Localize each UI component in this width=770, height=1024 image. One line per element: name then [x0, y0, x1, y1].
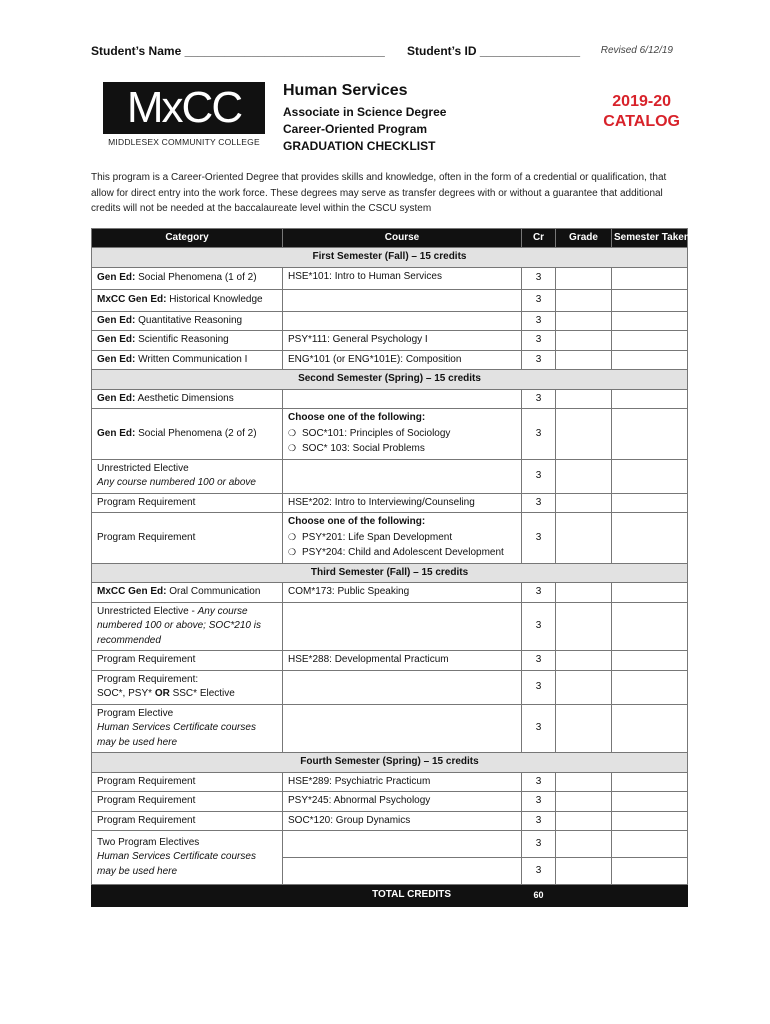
category-text: Program Requirement	[92, 651, 283, 671]
program-title: Human Services	[283, 82, 408, 99]
total-row	[92, 885, 688, 907]
header-course: Course	[283, 229, 522, 248]
choose-label: Choose one of the following:	[288, 412, 426, 423]
semester-taken-cell[interactable]	[612, 670, 688, 704]
college-logo	[103, 82, 265, 152]
semester-taken-cell[interactable]	[612, 513, 688, 564]
checkbox-icon[interactable]: ❍	[288, 427, 297, 438]
grade-cell[interactable]	[556, 311, 612, 331]
category-note: Any course numbered 100 or above	[97, 477, 256, 488]
table-row: Gen Ed: Quantitative Reasoning 3	[92, 311, 688, 331]
category-text: Oral Communication	[169, 586, 261, 597]
catalog-label: CATALOG	[603, 113, 680, 130]
course-text	[283, 289, 522, 311]
table-row	[92, 602, 688, 651]
course-text: HSE*289: Psychiatric Practicum	[283, 772, 522, 792]
option-text: PSY*204: Child and Adolescent Development	[302, 547, 504, 558]
table-row	[92, 704, 688, 753]
program-type: Career-Oriented Program	[283, 122, 428, 136]
grade-cell[interactable]	[556, 651, 612, 671]
grade-cell[interactable]	[556, 459, 612, 493]
semester-taken-cell[interactable]	[612, 792, 688, 812]
category-text: Quantitative Reasoning	[138, 314, 243, 326]
table-row: MxCC Gen Ed: Historical Knowledge 3	[92, 289, 688, 311]
credits: 3	[522, 704, 556, 753]
grade-cell[interactable]	[556, 331, 612, 351]
header-cr: Cr	[522, 229, 556, 248]
category-note: Any course numbered 100 or above; SOC*210 is recommended	[97, 605, 261, 646]
student-name-field[interactable]: Student’s Name ______________________________	[91, 44, 385, 58]
semester-taken-cell[interactable]	[612, 704, 688, 753]
grade-cell[interactable]	[556, 583, 612, 603]
revised-date: Revised 6/12/19	[600, 45, 673, 56]
grade-cell[interactable]	[556, 493, 612, 513]
grade-cell[interactable]	[556, 811, 612, 831]
credits: 3	[522, 311, 556, 331]
header-semester-taken: Semester Taken	[612, 229, 688, 248]
grade-cell[interactable]	[556, 267, 612, 289]
course-text: SOC*120: Group Dynamics	[283, 811, 522, 831]
category-text: Social Phenomena (1 of 2)	[138, 271, 257, 283]
course-text	[283, 459, 522, 493]
category-text: Written Communication I	[138, 353, 248, 365]
course-text	[283, 670, 522, 704]
table-row: Gen Ed: Social Phenomena (2 of 2) Choose one of the following: ❍ SOC*101: Principles of Sociology ❍ SOC* 103: Social Problems 3	[92, 409, 688, 460]
course-text: ENG*101 (or ENG*101E): Composition	[283, 350, 522, 370]
logo-college-name: MIDDLESEX COMMUNITY COLLEGE	[108, 137, 260, 147]
semester-taken-cell[interactable]	[612, 602, 688, 651]
semester-taken-cell[interactable]	[612, 459, 688, 493]
checklist-title: GRADUATION CHECKLIST	[283, 139, 436, 153]
semester-taken-cell[interactable]	[612, 858, 688, 885]
grade-cell[interactable]	[556, 858, 612, 885]
credits: 3	[522, 331, 556, 351]
total-credits-label: TOTAL CREDITS	[283, 885, 522, 907]
course-text: PSY*111: General Psychology I	[283, 331, 522, 351]
grade-cell[interactable]	[556, 670, 612, 704]
credits: 3	[522, 350, 556, 370]
course-cell	[283, 831, 522, 858]
table-row: Gen Ed: Social Phenomena (1 of 2) HSE*101: Intro to Human Services 3	[92, 267, 688, 289]
category-text: Historical Knowledge	[169, 293, 263, 305]
credits: 3	[522, 792, 556, 812]
semester-heading: Second Semester (Spring) – 15 credits	[92, 370, 688, 390]
grade-cell[interactable]	[556, 772, 612, 792]
semester-taken-cell[interactable]	[612, 772, 688, 792]
category-text: Unrestricted Elective	[97, 462, 189, 474]
category-text: Program Requirement	[92, 493, 283, 513]
semester-taken-cell[interactable]	[612, 389, 688, 409]
table-row	[92, 513, 688, 564]
course-text	[283, 389, 522, 409]
grade-cell[interactable]	[556, 704, 612, 753]
table-row: MxCC Gen Ed: Oral Communication COM*173: Public Speaking 3	[92, 583, 688, 603]
grade-cell[interactable]	[556, 513, 612, 564]
category-text: Program Elective	[97, 707, 174, 719]
catalog-year	[603, 92, 680, 132]
category-text: Two Program Electives	[97, 836, 200, 848]
semester-taken-cell[interactable]	[612, 409, 688, 460]
category-text: Scientific Reasoning	[138, 334, 229, 345]
grade-cell[interactable]	[556, 792, 612, 812]
credits: 3	[522, 267, 556, 289]
header-category: Category	[92, 229, 283, 248]
category-text: Social Phenomena (2 of 2)	[138, 427, 257, 439]
semester-taken-cell[interactable]	[612, 493, 688, 513]
semester-taken-cell[interactable]	[612, 289, 688, 311]
table-row: Gen Ed: Written Communication I ENG*101 (or ENG*101E): Composition 3	[92, 350, 688, 370]
course-text: HSE*202: Intro to Interviewing/Counseling	[283, 493, 522, 513]
credits: 3	[522, 670, 556, 704]
choose-label: Choose one of the following:	[288, 516, 426, 527]
semester-taken-cell[interactable]	[612, 267, 688, 289]
category-note: Human Services Certificate courses may be used here	[97, 851, 256, 877]
table-row	[92, 493, 688, 513]
course-text: COM*173: Public Speaking	[283, 583, 522, 603]
table-row: Gen Ed: Scientific Reasoning PSY*111: General Psychology I 3	[92, 331, 688, 351]
credits: 3	[522, 493, 556, 513]
table-row	[92, 792, 688, 812]
semester-taken-cell[interactable]	[612, 350, 688, 370]
table-row: Program Requirement: SOC*, PSY* OR SSC* Elective 3	[92, 670, 688, 704]
credits: 3	[522, 409, 556, 460]
course-cell	[283, 858, 522, 885]
semester-taken-cell[interactable]	[612, 331, 688, 351]
credits: 3	[522, 811, 556, 831]
category-text: Program Requirement:	[97, 673, 199, 685]
credits: 3	[522, 513, 556, 564]
semester-heading: First Semester (Fall) – 15 credits	[92, 248, 688, 268]
grade-cell[interactable]	[556, 602, 612, 651]
header-grade: Grade	[556, 229, 612, 248]
category-note: Human Services Certificate courses may be used here	[97, 722, 256, 748]
credits: 3	[522, 289, 556, 311]
option-text: PSY*201: Life Span Development	[302, 531, 453, 543]
grade-cell[interactable]	[556, 831, 612, 858]
semester-heading: Third Semester (Fall) – 15 credits	[92, 563, 688, 583]
checkbox-icon[interactable]: ❍	[288, 531, 297, 542]
course-text: PSY*245: Abnormal Psychology	[283, 792, 522, 812]
credits: 3	[522, 583, 556, 603]
semester-heading: Fourth Semester (Spring) – 15 credits	[92, 753, 688, 773]
header-line	[91, 44, 687, 58]
category-text: Program Requirement	[92, 772, 283, 792]
grade-cell[interactable]	[556, 389, 612, 409]
grade-cell[interactable]	[556, 350, 612, 370]
grade-cell[interactable]	[556, 409, 612, 460]
category-text: Unrestricted Elective -	[97, 605, 198, 617]
category-text: Program Requirement	[92, 811, 283, 831]
category-text: Program Requirement	[92, 792, 283, 812]
category-text: Aesthetic Dimensions	[137, 392, 234, 404]
table-row	[92, 651, 688, 671]
graduation-checklist-table	[91, 228, 688, 907]
credits: 3	[522, 389, 556, 409]
logo-wordmark: MxCC	[103, 82, 265, 134]
grade-cell[interactable]	[556, 289, 612, 311]
credits: 3	[522, 651, 556, 671]
checkbox-icon[interactable]: ❍	[288, 443, 297, 453]
degree-type: Associate in Science Degree	[283, 105, 447, 119]
checkbox-icon[interactable]: ❍	[288, 547, 297, 557]
semester-taken-cell[interactable]	[612, 811, 688, 831]
semester-taken-cell[interactable]	[612, 583, 688, 603]
table-row	[92, 772, 688, 792]
catalog-year-label: 2019-20	[612, 93, 671, 110]
option-text: SOC* 103: Social Problems	[302, 443, 425, 454]
table-row	[92, 831, 688, 858]
course-text	[283, 311, 522, 331]
table-row	[92, 811, 688, 831]
student-id-field[interactable]: Student’s ID _______________	[407, 44, 580, 58]
program-info	[283, 82, 446, 155]
category-text: Program Requirement	[92, 513, 283, 564]
table-row	[92, 459, 688, 493]
semester-taken-cell[interactable]	[612, 651, 688, 671]
semester-taken-cell[interactable]	[612, 311, 688, 331]
course-text	[283, 602, 522, 651]
option-text: SOC*101: Principles of Sociology	[302, 427, 451, 439]
intro-paragraph: This program is a Career-Oriented Degree that provides skills and knowledge, often in the form of a credential or qualification, that allow for direct entry into the work force. These degrees may serve as transfer degrees with or without a guarantee that additional credits will not be needed at the baccalaureate level within the CSCU system	[91, 172, 667, 214]
table-row: Gen Ed: Aesthetic Dimensions 3	[92, 389, 688, 409]
course-text: HSE*101: Intro to Human Services	[283, 267, 522, 289]
credits: 3	[522, 831, 556, 858]
credits: 3	[522, 459, 556, 493]
course-text	[283, 704, 522, 753]
course-text: HSE*288: Developmental Practicum	[283, 651, 522, 671]
credits: 3	[522, 602, 556, 651]
total-credits-value: 60	[522, 885, 556, 907]
credits: 3	[522, 772, 556, 792]
credits: 3	[522, 858, 556, 885]
semester-taken-cell[interactable]	[612, 831, 688, 858]
